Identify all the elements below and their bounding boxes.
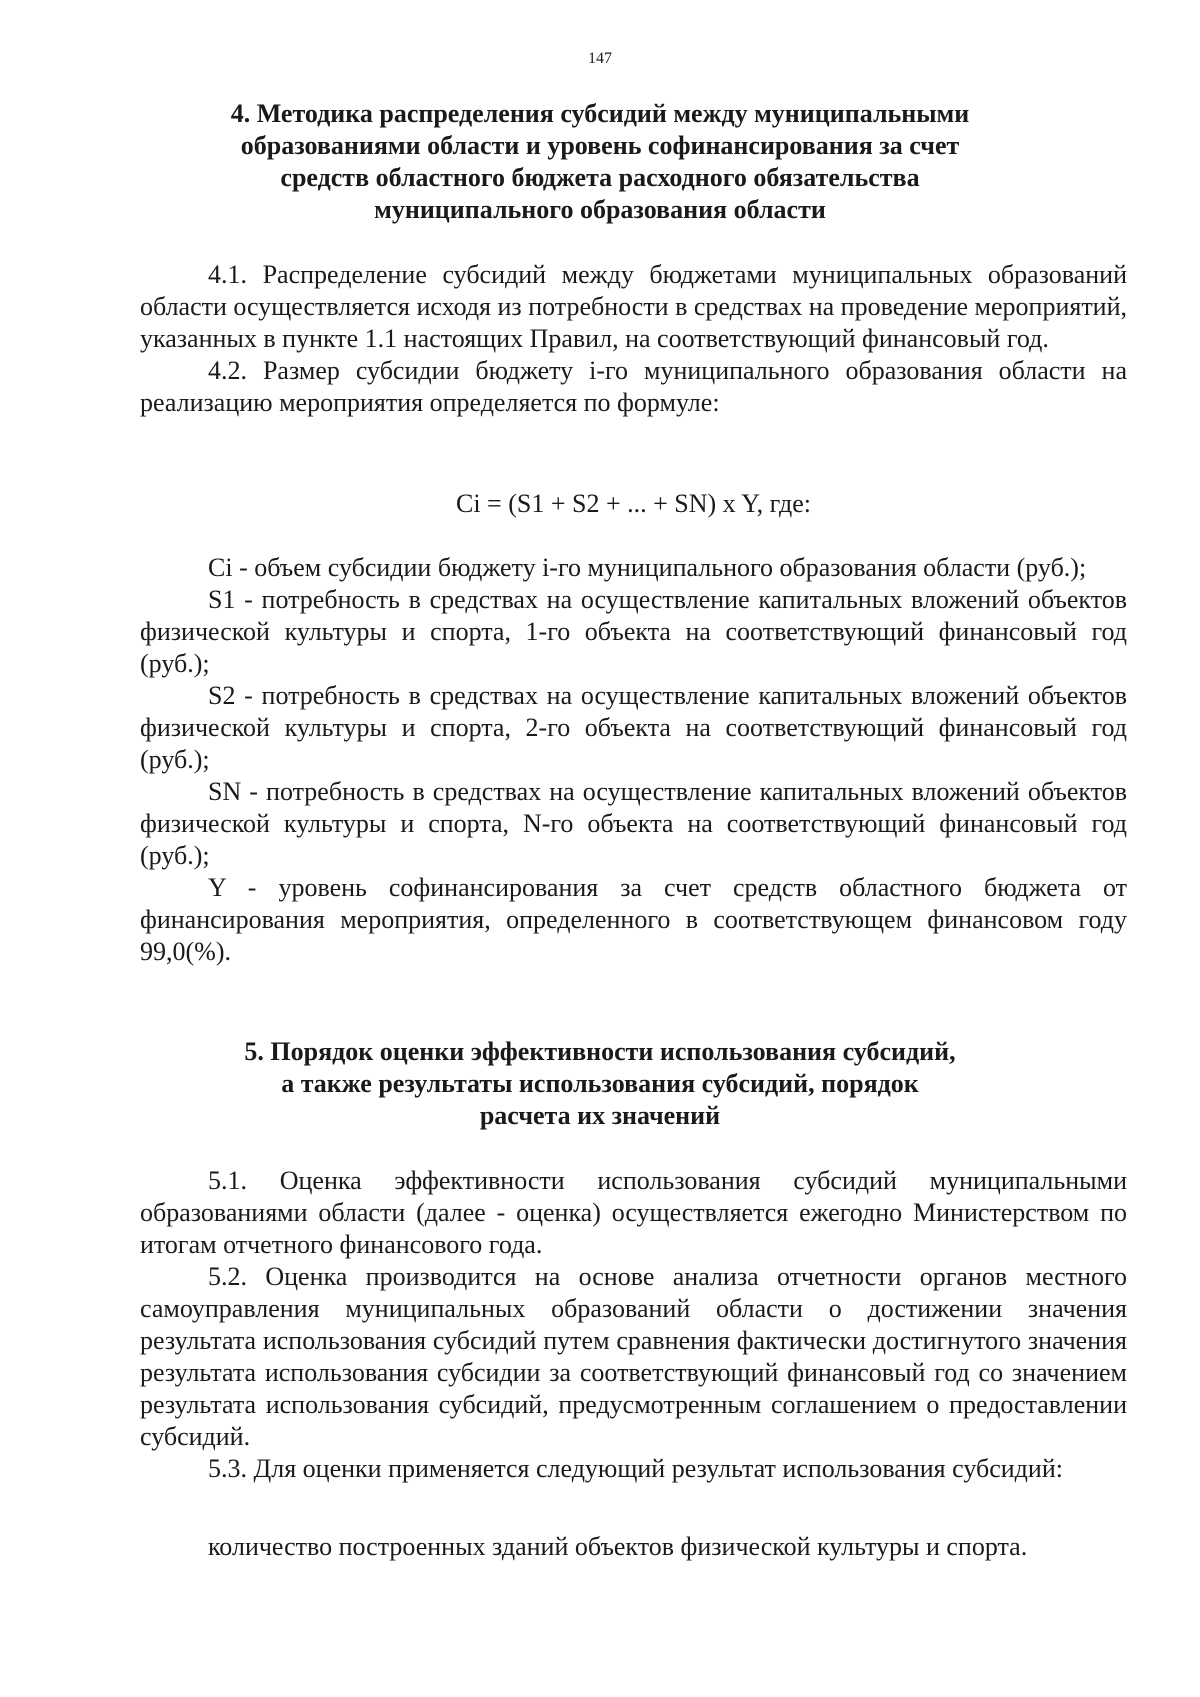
definition-sn: SN - потребность в средствах на осуществление капитальных вложений объектов физической культуры и спорта, N-го объекта на соответствующий финансовый год (руб.); — [140, 777, 1127, 870]
heading-line: муниципального образования области — [374, 195, 826, 224]
section-4-intro — [140, 259, 1127, 419]
definition-s2: S2 - потребность в средствах на осуществление капитальных вложений объектов физической культуры и спорта, 2-го объекта на соответствующий финансовый год (руб.); — [140, 681, 1127, 774]
paragraph-5-2: 5.2. Оценка производится на основе анализа отчетности органов местного самоуправления муниципальных образований области о достижении значения результата использования субсидий путем сравнения фактически достигнутого значения результата использования субсидии за соответствующий финансовый год со значением результата использования субсидий, предусмотренным соглашением о предоставлении субсидий. — [140, 1262, 1127, 1451]
section-4-heading — [140, 98, 1060, 226]
heading-line: средств областного бюджета расходного обязательства — [280, 163, 920, 192]
section-5-heading — [140, 1036, 1060, 1132]
paragraph-4-1: 4.1. Распределение субсидий между бюджетами муниципальных образований области осуществляется исходя из потребности в средствах на проведение мероприятий, указанных в пункте 1.1 настоящих Правил, на соответствующий финансовый год. — [140, 260, 1128, 353]
paragraph-5-3: 5.3. Для оценки применяется следующий результат использования субсидий: — [208, 1454, 1063, 1483]
formula-definitions — [140, 552, 1127, 968]
section-5-body — [140, 1165, 1127, 1485]
paragraph-4-2: 4.2. Размер субсидии бюджету i-го муниципального образования области на реализацию мероприятия определяется по формуле: — [140, 356, 1127, 417]
definition-ci: Ci - объем субсидии бюджету i-го муниципального образования области (руб.); — [208, 553, 1087, 582]
heading-line: 4. Методика распределения субсидий между муниципальными — [230, 99, 970, 128]
paragraph-5-1: 5.1. Оценка эффективности использования субсидий муниципальными образованиями области (далее - оценка) осуществляется ежегодно Министерством по итогам отчетного финансового года. — [140, 1166, 1127, 1259]
heading-line: 5. Порядок оценки эффективности использования субсидий, — [244, 1037, 956, 1066]
result-indicator: количество построенных зданий объектов физической культуры и спорта. — [208, 1532, 1028, 1561]
formula-block — [140, 488, 1127, 520]
heading-line: расчета их значений — [479, 1101, 721, 1130]
definition-y: Y - уровень софинансирования за счет средств областного бюджета от финансирования мероприятия, определенного в соответствующем финансовом году 99,0(%). — [140, 873, 1127, 966]
heading-line: а также результаты использования субсидий, порядок — [281, 1069, 919, 1098]
heading-line: образованиями области и уровень софинансирования за счет — [240, 131, 960, 160]
formula: Ci = (S1 + S2 + ... + SN) x Y, где: — [455, 489, 811, 518]
page-number: 147 — [588, 50, 612, 67]
definition-s1: S1 - потребность в средствах на осуществление капитальных вложений объектов физической культуры и спорта, 1-го объекта на соответствующий финансовый год (руб.); — [140, 585, 1127, 678]
